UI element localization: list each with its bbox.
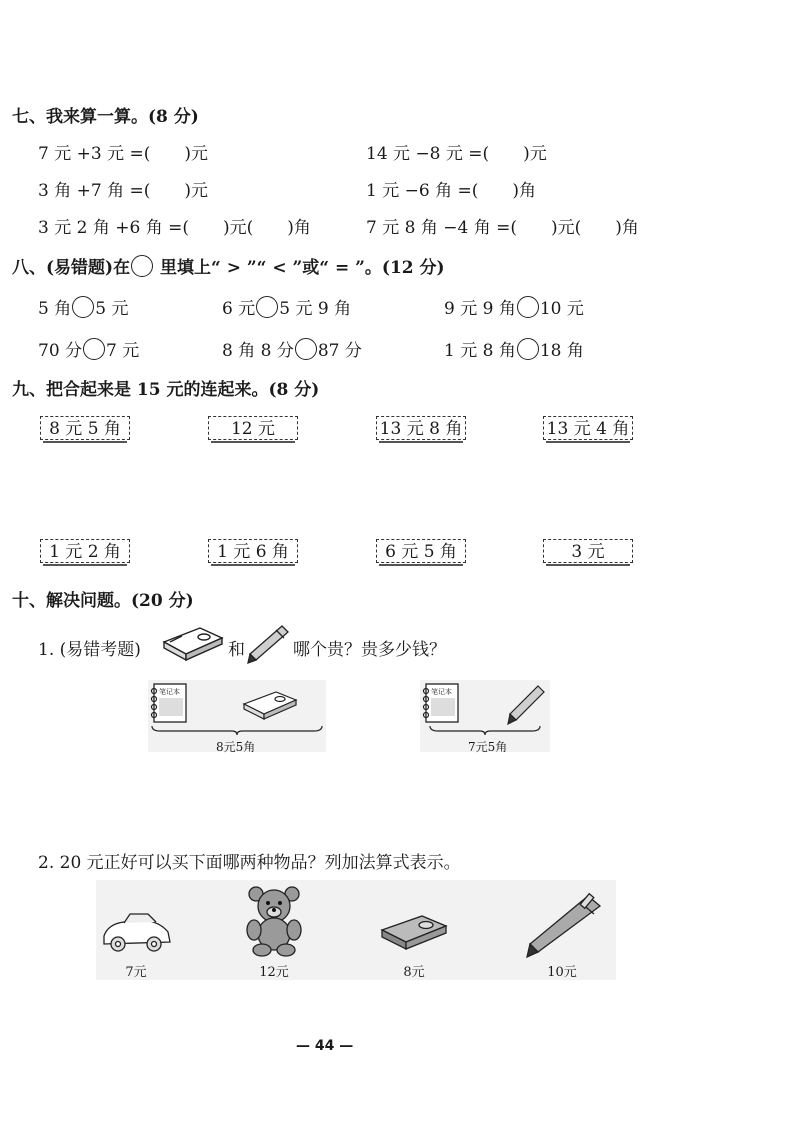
compare-right: 5 元 — [95, 299, 129, 319]
q1-prefix: 1. (易错考题) — [38, 640, 141, 660]
notebook-label: 笔记本 — [159, 688, 180, 696]
circle-icon — [131, 255, 153, 277]
q1-middle: 和 — [228, 640, 245, 660]
section8-title — [12, 253, 445, 278]
calc-item-5: 3 元 2 角 +6 角 =( )元( )角 — [38, 218, 311, 238]
pen-icon — [506, 684, 546, 726]
pen-icon — [246, 624, 290, 664]
compare-right: 87 分 — [317, 341, 362, 361]
section8-title-prefix: 八、(易错题)在 — [12, 258, 131, 278]
compare-item-4 — [38, 336, 139, 361]
match-box-top-4[interactable]: 13 元 4 角 — [543, 416, 633, 440]
price-toy-car: 7元 — [125, 965, 147, 980]
calc-item-3: 3 角 +7 角 =( )元 — [38, 181, 208, 201]
q1-panel-1 — [148, 680, 326, 752]
compare-item-2 — [222, 294, 351, 319]
compare-right: 18 角 — [539, 341, 584, 361]
compare-item-5 — [222, 336, 362, 361]
compare-right: 10 元 — [539, 299, 584, 319]
q1-total-2: 7元5角 — [468, 740, 508, 754]
pencil-box-icon — [160, 624, 226, 662]
teddy-bear-icon — [244, 884, 304, 956]
compare-right: 5 元 9 角 — [279, 299, 352, 319]
answer-circle[interactable] — [517, 296, 539, 318]
price-pencil-box: 8元 — [403, 965, 425, 980]
compare-item-6 — [444, 336, 584, 361]
section8-title-suffix: 里填上“ > ”“ < ”或“ = ”。(12 分) — [154, 258, 445, 278]
pencil-box-icon — [378, 912, 450, 952]
compare-left: 1 元 8 角 — [444, 341, 516, 361]
compare-left: 8 角 8 分 — [222, 341, 294, 361]
price-pen: 10元 — [547, 965, 577, 980]
pencil-box-icon — [240, 688, 300, 722]
answer-circle[interactable] — [295, 338, 317, 360]
calc-item-1: 7 元 +3 元 =( )元 — [38, 144, 208, 164]
compare-left: 6 元 — [222, 299, 256, 319]
match-box-top-2[interactable]: 12 元 — [208, 416, 298, 440]
answer-circle[interactable] — [83, 338, 105, 360]
brace-icon — [148, 724, 326, 736]
compare-item-1 — [38, 294, 128, 319]
calc-item-6: 7 元 8 角 −4 角 =( )元( )角 — [366, 218, 639, 238]
match-box-top-3[interactable]: 13 元 8 角 — [376, 416, 466, 440]
match-box-top-1[interactable]: 8 元 5 角 — [40, 416, 130, 440]
page-number: — 44 — — [296, 1038, 354, 1054]
calc-item-4: 1 元 −6 角 =( )角 — [366, 181, 536, 201]
price-teddy-bear: 12元 — [259, 965, 289, 980]
answer-circle[interactable] — [256, 296, 278, 318]
q1-total-1: 8元5角 — [216, 740, 256, 754]
pen-icon — [526, 894, 604, 958]
compare-left: 9 元 9 角 — [444, 299, 516, 319]
match-box-bottom-4[interactable]: 3 元 — [543, 539, 633, 563]
section10-title: 十、解决问题。(20 分) — [12, 591, 194, 611]
answer-circle[interactable] — [517, 338, 539, 360]
compare-left: 5 角 — [38, 299, 72, 319]
answer-circle[interactable] — [72, 296, 94, 318]
notebook-label: 笔记本 — [431, 688, 452, 696]
match-box-bottom-1[interactable]: 1 元 2 角 — [40, 539, 130, 563]
brace-icon — [420, 724, 550, 736]
match-box-bottom-2[interactable]: 1 元 6 角 — [208, 539, 298, 563]
calc-item-2: 14 元 −8 元 =( )元 — [366, 144, 547, 164]
q1-panel-2 — [420, 680, 550, 752]
compare-item-3 — [444, 294, 584, 319]
compare-left: 70 分 — [38, 341, 83, 361]
notebook-icon — [150, 682, 190, 724]
match-box-bottom-3[interactable]: 6 元 5 角 — [376, 539, 466, 563]
section9-title: 九、把合起来是 15 元的连起来。(8 分) — [12, 380, 320, 400]
compare-right: 7 元 — [106, 341, 140, 361]
section7-title: 七、我来算一算。(8 分) — [12, 107, 199, 127]
toy-car-icon — [100, 910, 172, 954]
q1-suffix: 哪个贵？贵多少钱？ — [293, 640, 446, 660]
notebook-icon — [422, 682, 462, 724]
q2-text: 2. 20 元正好可以买下面哪两种物品？列加法算式表示。 — [38, 853, 461, 873]
